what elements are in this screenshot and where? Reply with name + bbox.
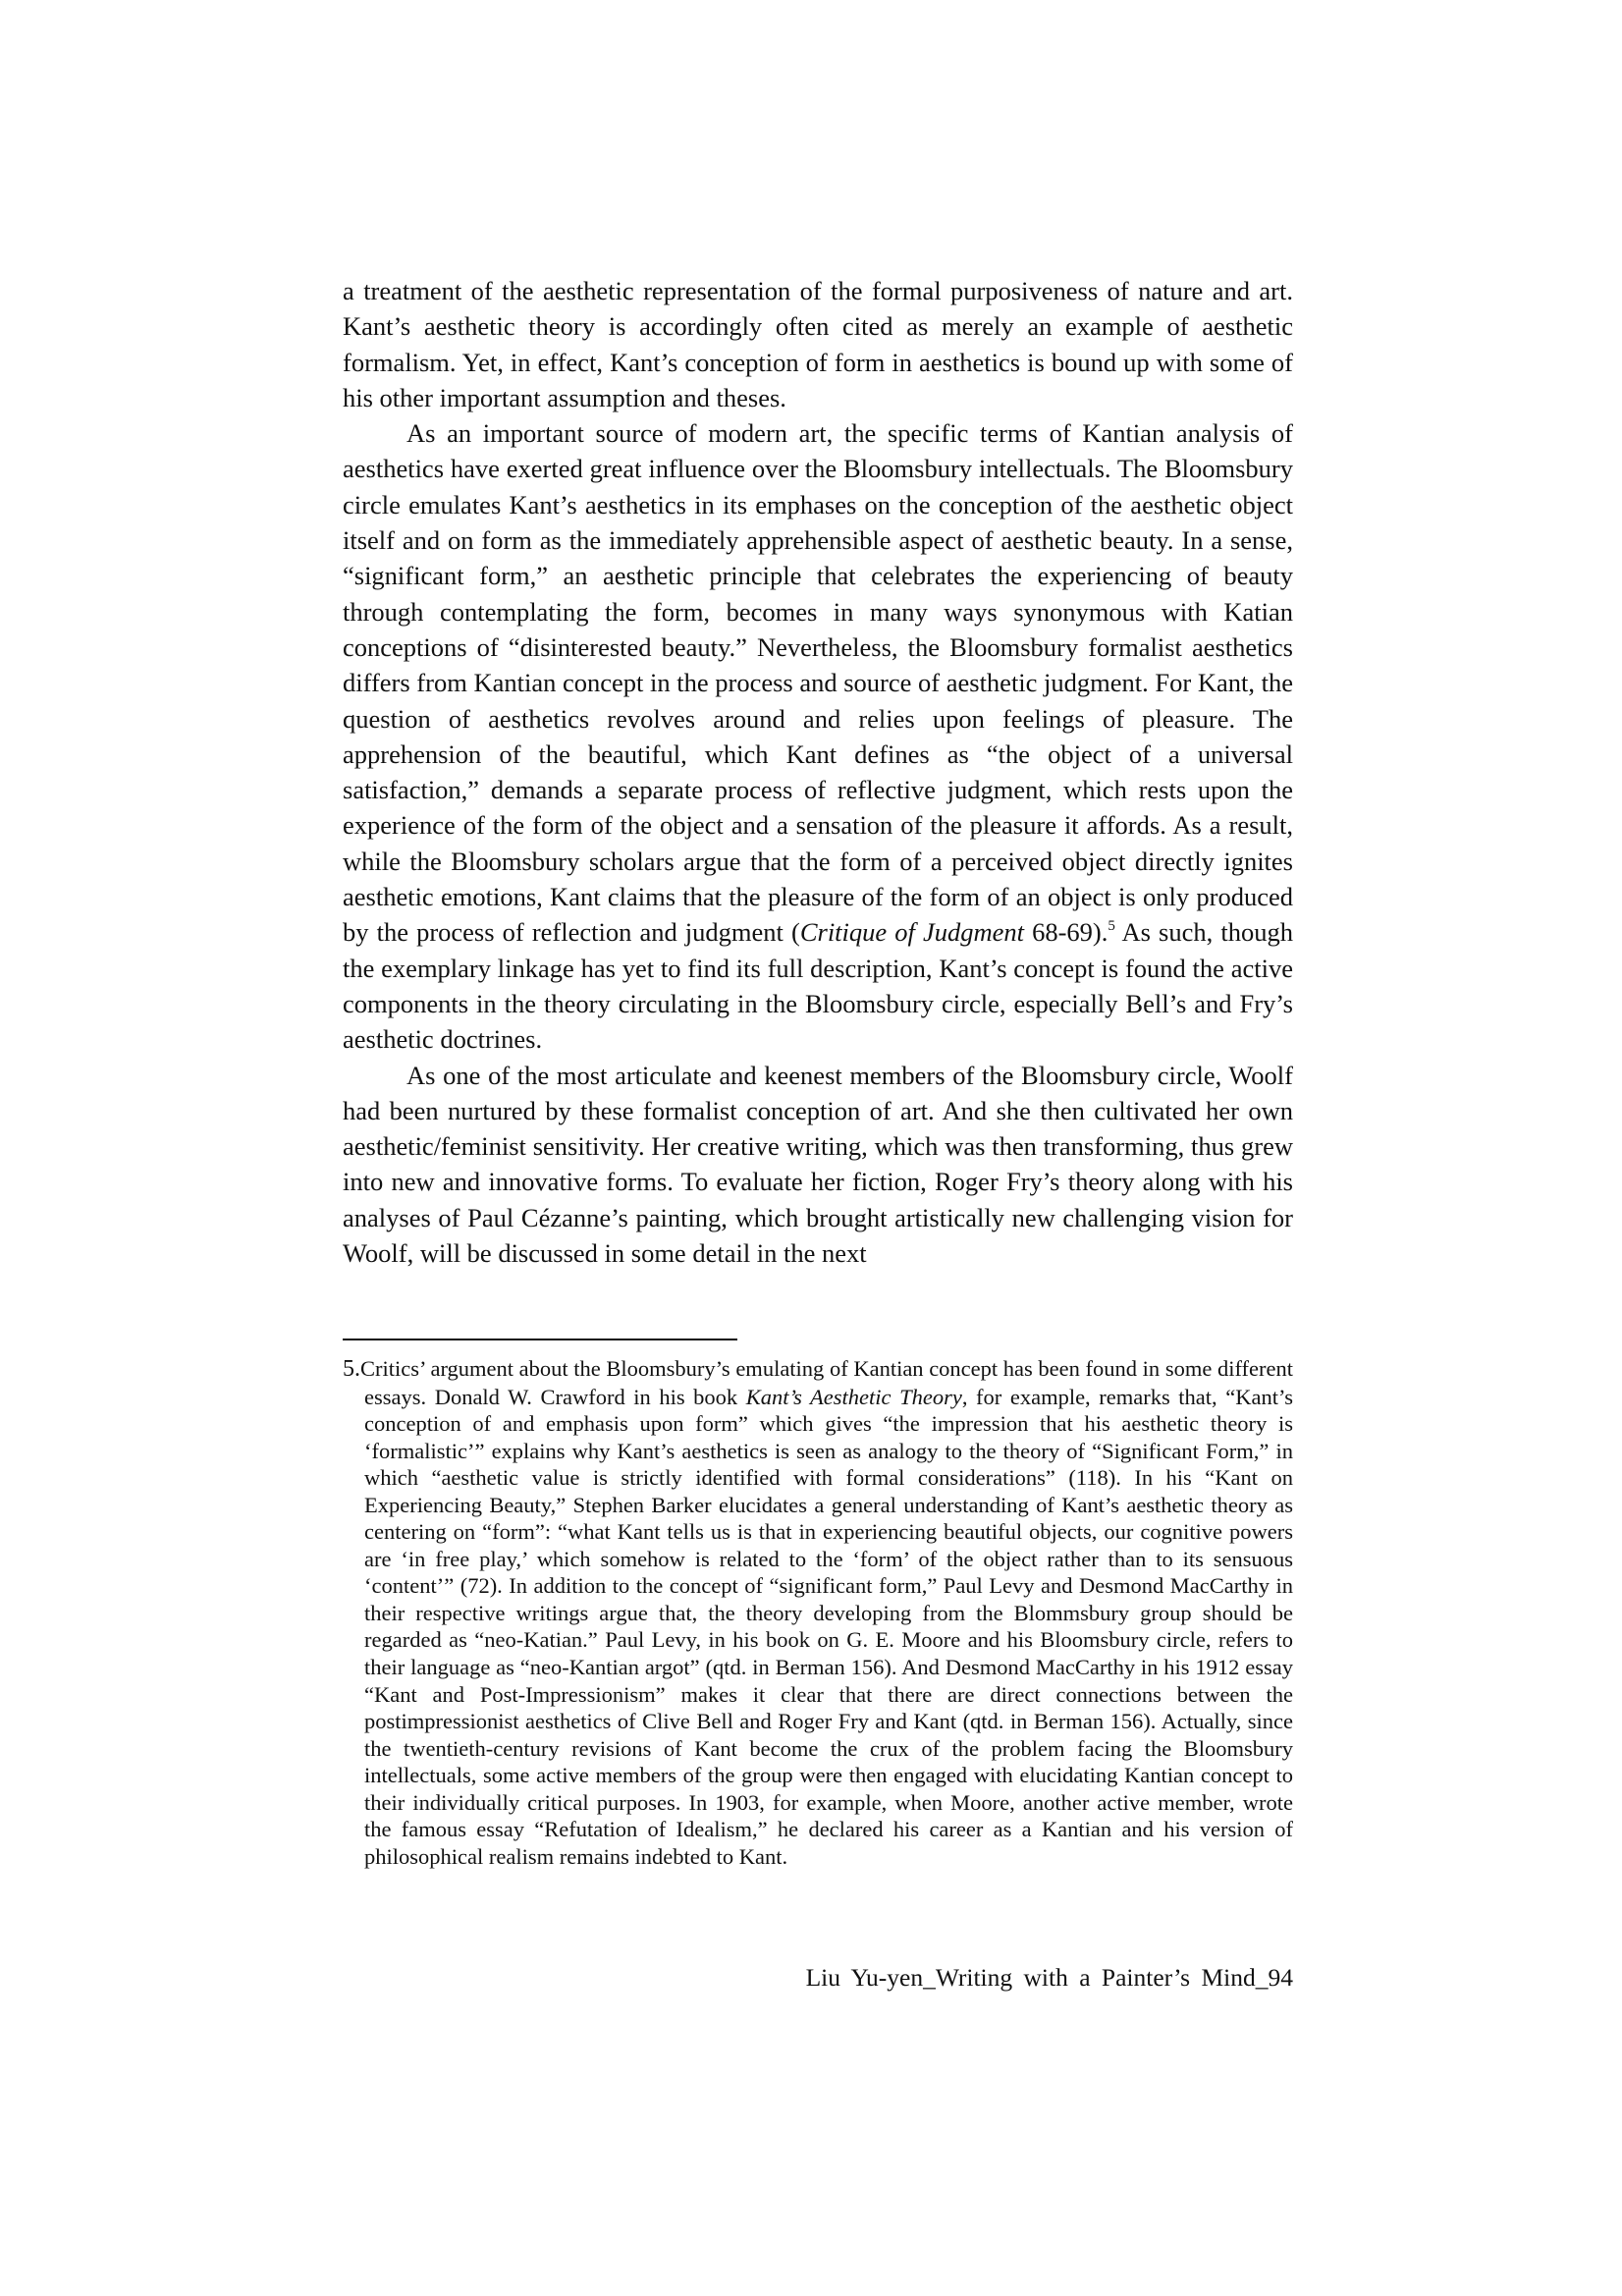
footnote-text-b: , for example, remarks that, “Kant’s conception of and emphasis upon form” which gives “the impression that his aesthetic theory is ‘formalistic’” explains why Kant’s aesthetics is seen as analogy to the theory of “Significant Form,” in which “aesthetic value is strictly identified with formal considerations” (118). In his “Kant on Experiencing Beauty,” Stephen Barker elucidates a general understanding of Kant’s aesthetic theory as centering on “form”: “what Kant tells us is that in experiencing beautiful objects, our cognitive powers are ‘in free play,’ which somehow is related to the ‘form’ of the object rather than to its sensuous ‘content’” (72). In addition to the concept of “significant form,” Paul Levy and Desmond MacCarthy in their respective writings argue that, the theory developing from the Blommsbury group should be regarded as “neo-Katian.” Paul Levy, in his book on G. E. Moore and his Bloomsbury circle, refers to their language as “neo-Kantian argot” (qtd. in Berman 156). And Desmond MacCarthy in his 1912 essay “Kant and Post-Impressionism” makes it clear that there are direct connections between the postimpressionist aesthetics of Clive Bell and Roger Fry and Kant (qtd. in Berman 156). Actually, since the twentieth-century revisions of Kant become the crux of the problem facing the Bloomsbury intellectuals, some active members of the group were then engaged with elucidating Kantian concept to their individually critical purposes. In 1903, for example, when Moore, another active member, wrote the famous essay “Refutation of Idealism,” he declared his career as a Kantian and his version of philosophical realism remains indebted to Kant. [364,1384,1293,1869]
book-title-critique-of-judgment: Critique of Judgment [799,917,1024,948]
footnote-reference-5[interactable]: 5 [1108,918,1115,935]
footnote-separator [343,1339,737,1340]
paragraph-3: As one of the most articulate and keenest members of the Bloomsbury circle, Woolf had been nurtured by these formalist conception of art. And she then cultivated her own aesthetic/feminist sensitivity. Her creative writing, which was then transforming, thus grew into new and innovative forms. To evaluate her fiction, Roger Fry’s theory along with his analyses of Paul Cézanne’s painting, which brought artistically new challenging vision for Woolf, will be discussed in some detail in the next [343,1060,1293,1269]
paragraph-2-text-c: As such, though the exemplary linkage has yet to find its full description, Kant’s concept is found the active components in the theory circulating in the Bloomsbury circle, especially Bell’s and Fry’s aesthetic doctrines. [343,917,1293,1055]
footnote-5-text [343,1355,1293,1870]
paragraph-1: a treatment of the aesthetic representation of the formal purposiveness of nature and art. Kant’s aesthetic theory is accordingly often cited as merely an example of aesthetic formalism. Yet, in effect, Kant’s conception of form in aesthetics is bound up with some of his other important assumption and theses. [343,276,1293,412]
footnote-5 [343,1355,1293,1870]
footnote-number: 5. [343,1356,360,1382]
book-title-kants-aesthetic-theory: Kant’s Aesthetic Theory [745,1384,962,1409]
main-text [343,273,1293,1271]
paragraph-2-text-b: 68-69). [1024,917,1108,948]
footnote-text-a: Critics’ argument about the Bloomsbury’s emulating of Kantian concept has been found in some different essays. Donald W. Crawford in his book [360,1356,1293,1409]
paragraph-2 [343,415,1293,1057]
running-footer: Liu Yu-yen_Writing with a Painter’s Mind_94 [805,1963,1293,1992]
paragraph-2-text-a: As an important source of modern art, the specific terms of Kantian analysis of aesthetics have exerted great influence over the Bloomsbury intellectuals. The Bloomsbury circle emulates Kant’s aesthetics in its emphases on the conception of the aesthetic object itself and on form as the immediately apprehensible aspect of aesthetic beauty. In a sense, “significant form,” an aesthetic principle that celebrates the experiencing of beauty through contemplating the form, becomes in many ways synonymous with Katian conceptions of “disinterested beauty.” Nevertheless, the Bloomsbury formalist aesthetics differs from Kantian concept in the process and source of aesthetic judgment. For Kant, the question of aesthetics revolves around and relies upon feelings of pleasure. The apprehension of the beautiful, which Kant defines as “the object of a universal satisfaction,” demands a separate process of reflective judgment, which rests upon the experience of the form of the object and a sensation of the pleasure it affords. As a result, while the Bloomsbury scholars argue that the form of a perceived object directly ignites aesthetic emotions, Kant claims that the pleasure of the form of an object is only produced by the process of reflection and judgment ( [343,418,1293,948]
